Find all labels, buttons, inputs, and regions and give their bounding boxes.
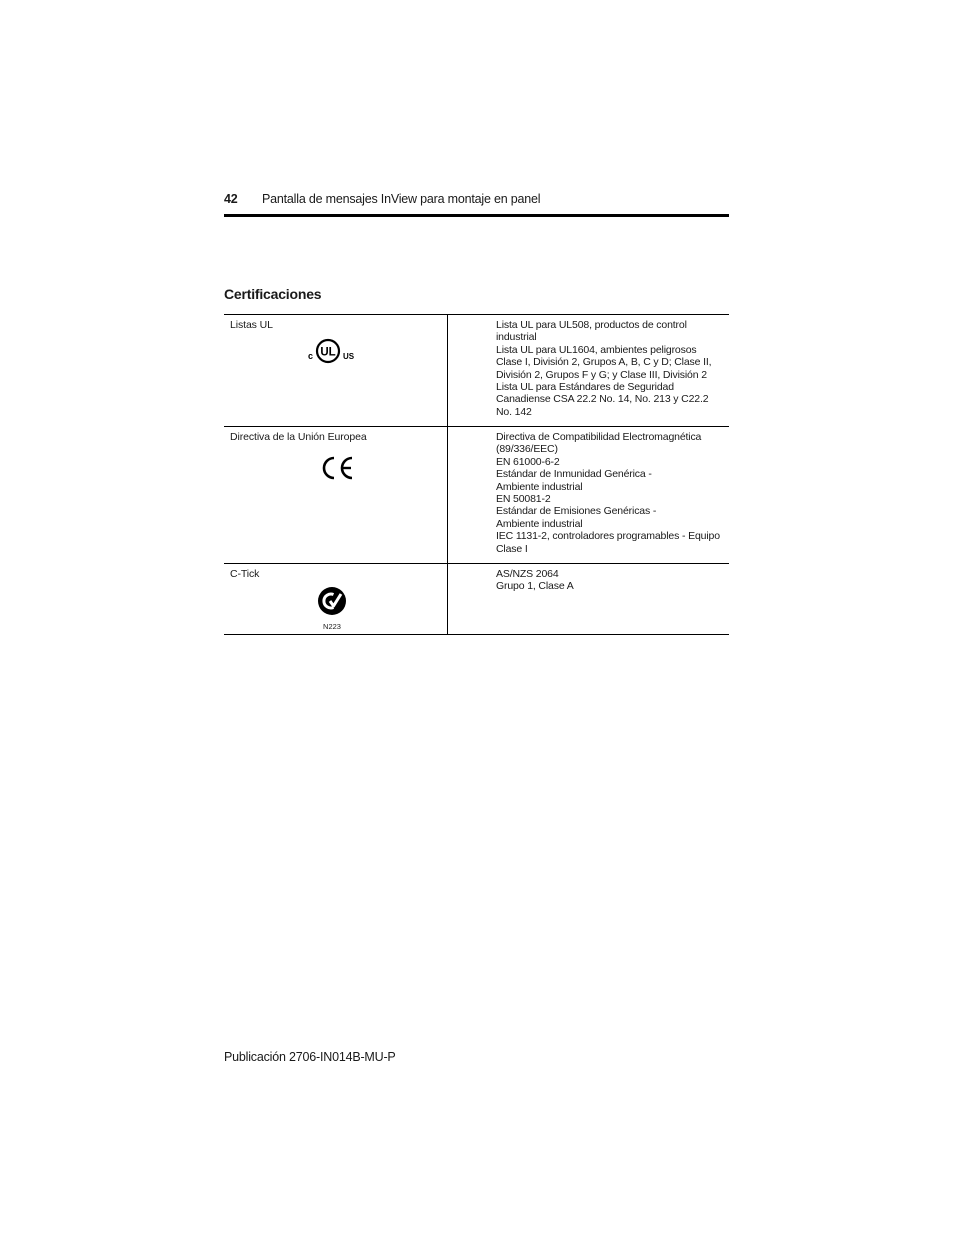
ul-listed-icon bbox=[308, 338, 362, 371]
detail-line: EN 61000-6-2 bbox=[496, 455, 560, 468]
header-title: Pantalla de mensajes InView para montaje en panel bbox=[262, 192, 541, 206]
detail-line: Ambiente industrial bbox=[496, 480, 583, 493]
detail-line: (89/336/EEC) bbox=[496, 443, 558, 456]
detail-line: Estándar de Emisiones Genéricas - bbox=[496, 505, 657, 518]
detail-line: EN 50081-2 bbox=[496, 493, 551, 506]
svg-text:c: c bbox=[308, 351, 314, 361]
detail-line: Directiva de Compatibilidad Electromagnética bbox=[496, 431, 702, 443]
certification-details bbox=[448, 315, 729, 426]
detail-line: No. 142 bbox=[496, 405, 532, 418]
ce-mark-icon bbox=[319, 455, 355, 486]
header-divider bbox=[224, 214, 729, 217]
detail-line: Clase I, División 2, Grupos A, B, C y D; Clase II, bbox=[496, 356, 712, 369]
detail-line: División 2, Grupos F y G; y Clase III, División 2 bbox=[496, 368, 707, 381]
c-tick-code: N223 bbox=[323, 622, 341, 631]
publication-footer: Publicación 2706-IN014B-MU-P bbox=[224, 1050, 396, 1064]
section-title: Certificaciones bbox=[224, 286, 322, 302]
detail-line: Lista UL para UL1604, ambientes peligrosos bbox=[496, 343, 697, 356]
detail-line: Canadiense CSA 22.2 No. 14, No. 213 y C22.2 bbox=[496, 393, 709, 406]
detail-line: Lista UL para Estándares de Seguridad bbox=[496, 381, 674, 394]
detail-line: industrial bbox=[496, 331, 537, 344]
certification-label-cell bbox=[224, 564, 448, 634]
certification-details bbox=[448, 427, 729, 563]
certifications-table bbox=[224, 314, 729, 635]
detail-line: Clase I bbox=[496, 542, 528, 555]
detail-line: Grupo 1, Clase A bbox=[496, 580, 574, 593]
certification-label: Listas UL bbox=[230, 319, 273, 331]
detail-line: IEC 1131-2, controladores programables - Equipo bbox=[496, 530, 720, 543]
certification-label: C-Tick bbox=[230, 568, 260, 580]
detail-line: Estándar de Inmunidad Genérica - bbox=[496, 468, 652, 481]
detail-line: Lista UL para UL508, productos de control bbox=[496, 319, 687, 331]
certification-details bbox=[448, 564, 729, 634]
svg-text:US: US bbox=[343, 352, 355, 361]
certification-label: Directiva de la Unión Europea bbox=[230, 431, 367, 443]
certification-label-cell bbox=[224, 427, 448, 563]
table-row-ul bbox=[224, 315, 729, 426]
table-row-eu bbox=[224, 426, 729, 563]
svg-text:UL: UL bbox=[320, 346, 336, 359]
certification-label-cell bbox=[224, 315, 448, 426]
detail-line: AS/NZS 2064 bbox=[496, 568, 559, 580]
detail-line: Ambiente industrial bbox=[496, 517, 583, 530]
c-tick-icon bbox=[317, 586, 347, 631]
page-number: 42 bbox=[224, 192, 238, 206]
table-row-ctick bbox=[224, 563, 729, 634]
